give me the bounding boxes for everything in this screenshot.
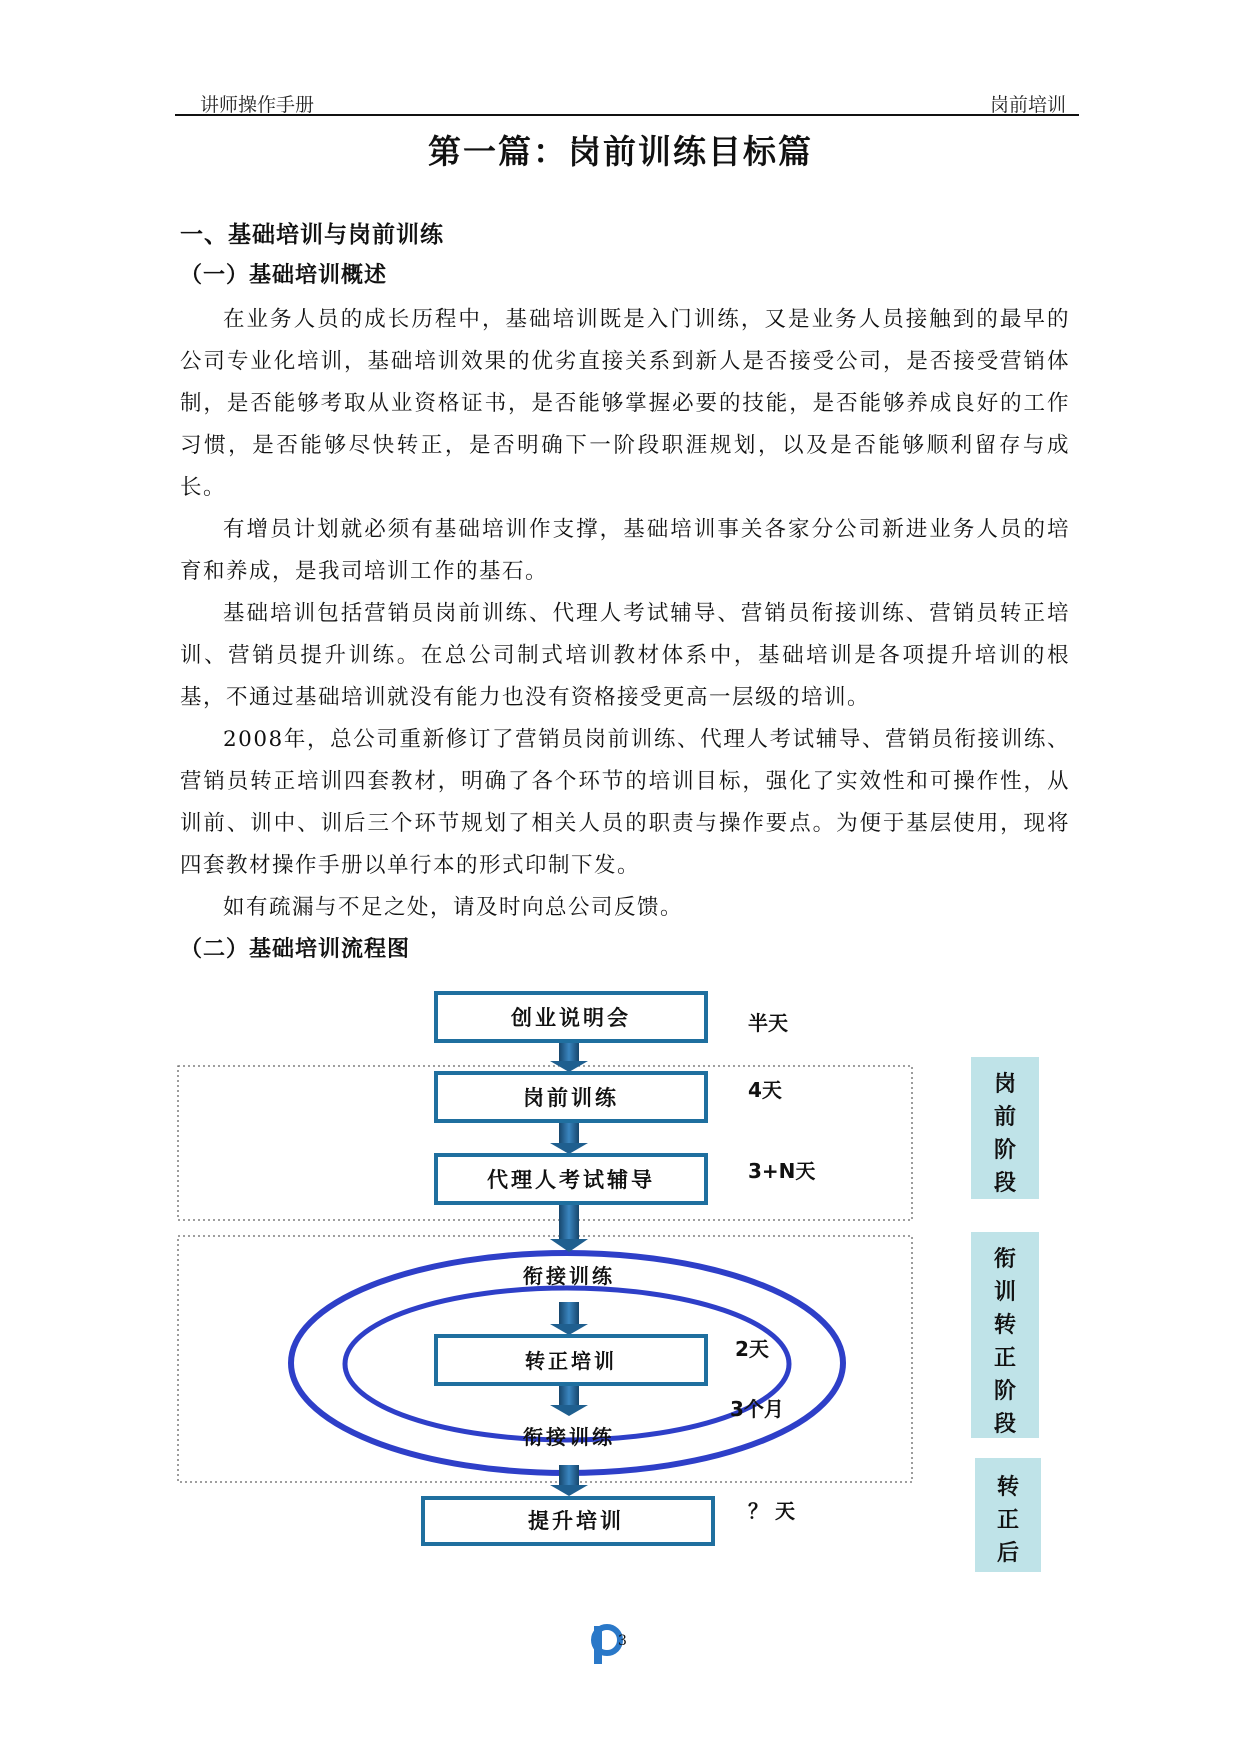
paragraph-2: 有增员计划就必须有基础培训作支撑，基础培训事关各家分公司新进业务人员的培育和养成，是我司培训工作的基石。 (180, 517, 1070, 584)
stage-char: 段 (993, 1171, 1017, 1196)
stage-char: 正 (993, 1346, 1017, 1371)
paragraph-5: 如有疏漏与不足之处，请及时向总公司反馈。 (223, 895, 684, 920)
step-duration: 半天 (748, 1011, 788, 1035)
step-label: 岗前训练 (523, 1086, 619, 1110)
stage-char: 正 (996, 1508, 1020, 1533)
section-heading: 一、基础培训与岗前训练 (180, 222, 444, 248)
down-arrow (550, 1119, 588, 1154)
step-label: 转正培训 (525, 1349, 617, 1373)
down-arrow (550, 1383, 588, 1416)
paragraph-4: 2008年，总公司重新修订了营销员岗前训练、代理人考试辅导、营销员衔接训练、营销员转正培训四套教材，明确了各个环节的培训目标，强化了实效性和可操作性，从训前、训中、训后三个环节规划了相关人员的职责与操作要点。为便于基层使用，现将四套教材操作手册以单行本的形式印制下发。 (180, 727, 1070, 878)
step-label: 衔接训练 (523, 1264, 615, 1288)
stage-char: 转 (996, 1475, 1020, 1500)
page-title: 第一篇：岗前训练目标篇 (428, 132, 813, 171)
stage-char: 训 (993, 1280, 1017, 1305)
stage-char: 前 (993, 1105, 1017, 1130)
step-duration: 2天 (735, 1337, 769, 1361)
step-label: 创业说明会 (511, 1006, 631, 1030)
stage-char: 段 (993, 1412, 1017, 1437)
down-arrow (550, 1465, 588, 1496)
stage-char: 岗 (993, 1072, 1017, 1097)
subsection-heading-overview: （一）基础培训概述 (180, 263, 388, 288)
down-arrow (550, 1039, 588, 1072)
stage-char: 转 (993, 1313, 1017, 1338)
subsection-heading-flowchart: （二）基础培训流程图 (180, 937, 411, 962)
down-arrow (550, 1302, 588, 1335)
step-label: 衔接训练 (523, 1425, 615, 1449)
step-duration: 3个月 (730, 1397, 784, 1421)
page-number: 3 (618, 1633, 627, 1649)
down-arrow (550, 1201, 588, 1252)
stage-char: 阶 (993, 1379, 1017, 1404)
step-label: 提升培训 (528, 1509, 624, 1533)
step-duration: ？ 天 (748, 1499, 795, 1523)
stage-char: 后 (996, 1541, 1020, 1566)
company-logo (594, 1626, 620, 1664)
header-section-title: 岗前培训 (989, 94, 1066, 116)
step-duration: 3+N天 (748, 1159, 816, 1183)
paragraph-3: 基础培训包括营销员岗前训练、代理人考试辅导、营销员衔接训练、营销员转正培训、营销员提升训练。在总公司制式培训教材体系中，基础培训是各项提升培训的根基，不通过基础培训就没有能力也没有资格接受更高一层级的培训。 (180, 601, 1070, 710)
stage-char: 阶 (993, 1138, 1017, 1163)
stage-char: 衔 (993, 1247, 1017, 1272)
header-manual-title: 讲师操作手册 (200, 94, 315, 116)
step-label: 代理人考试辅导 (487, 1168, 655, 1192)
paragraph-1: 在业务人员的成长历程中，基础培训既是入门训练，又是业务人员接触到的最早的公司专业化培训，基础培训效果的优劣直接关系到新人是否接受公司，是否接受营销体制，是否能够考取从业资格证书，是否能够掌握必要的技能，是否能够养成良好的工作习惯，是否能够尽快转正，是否明确下一阶段职涯规划，以及是否能够顺利留存与成长。 (180, 307, 1070, 500)
step-duration: 4天 (748, 1078, 782, 1102)
